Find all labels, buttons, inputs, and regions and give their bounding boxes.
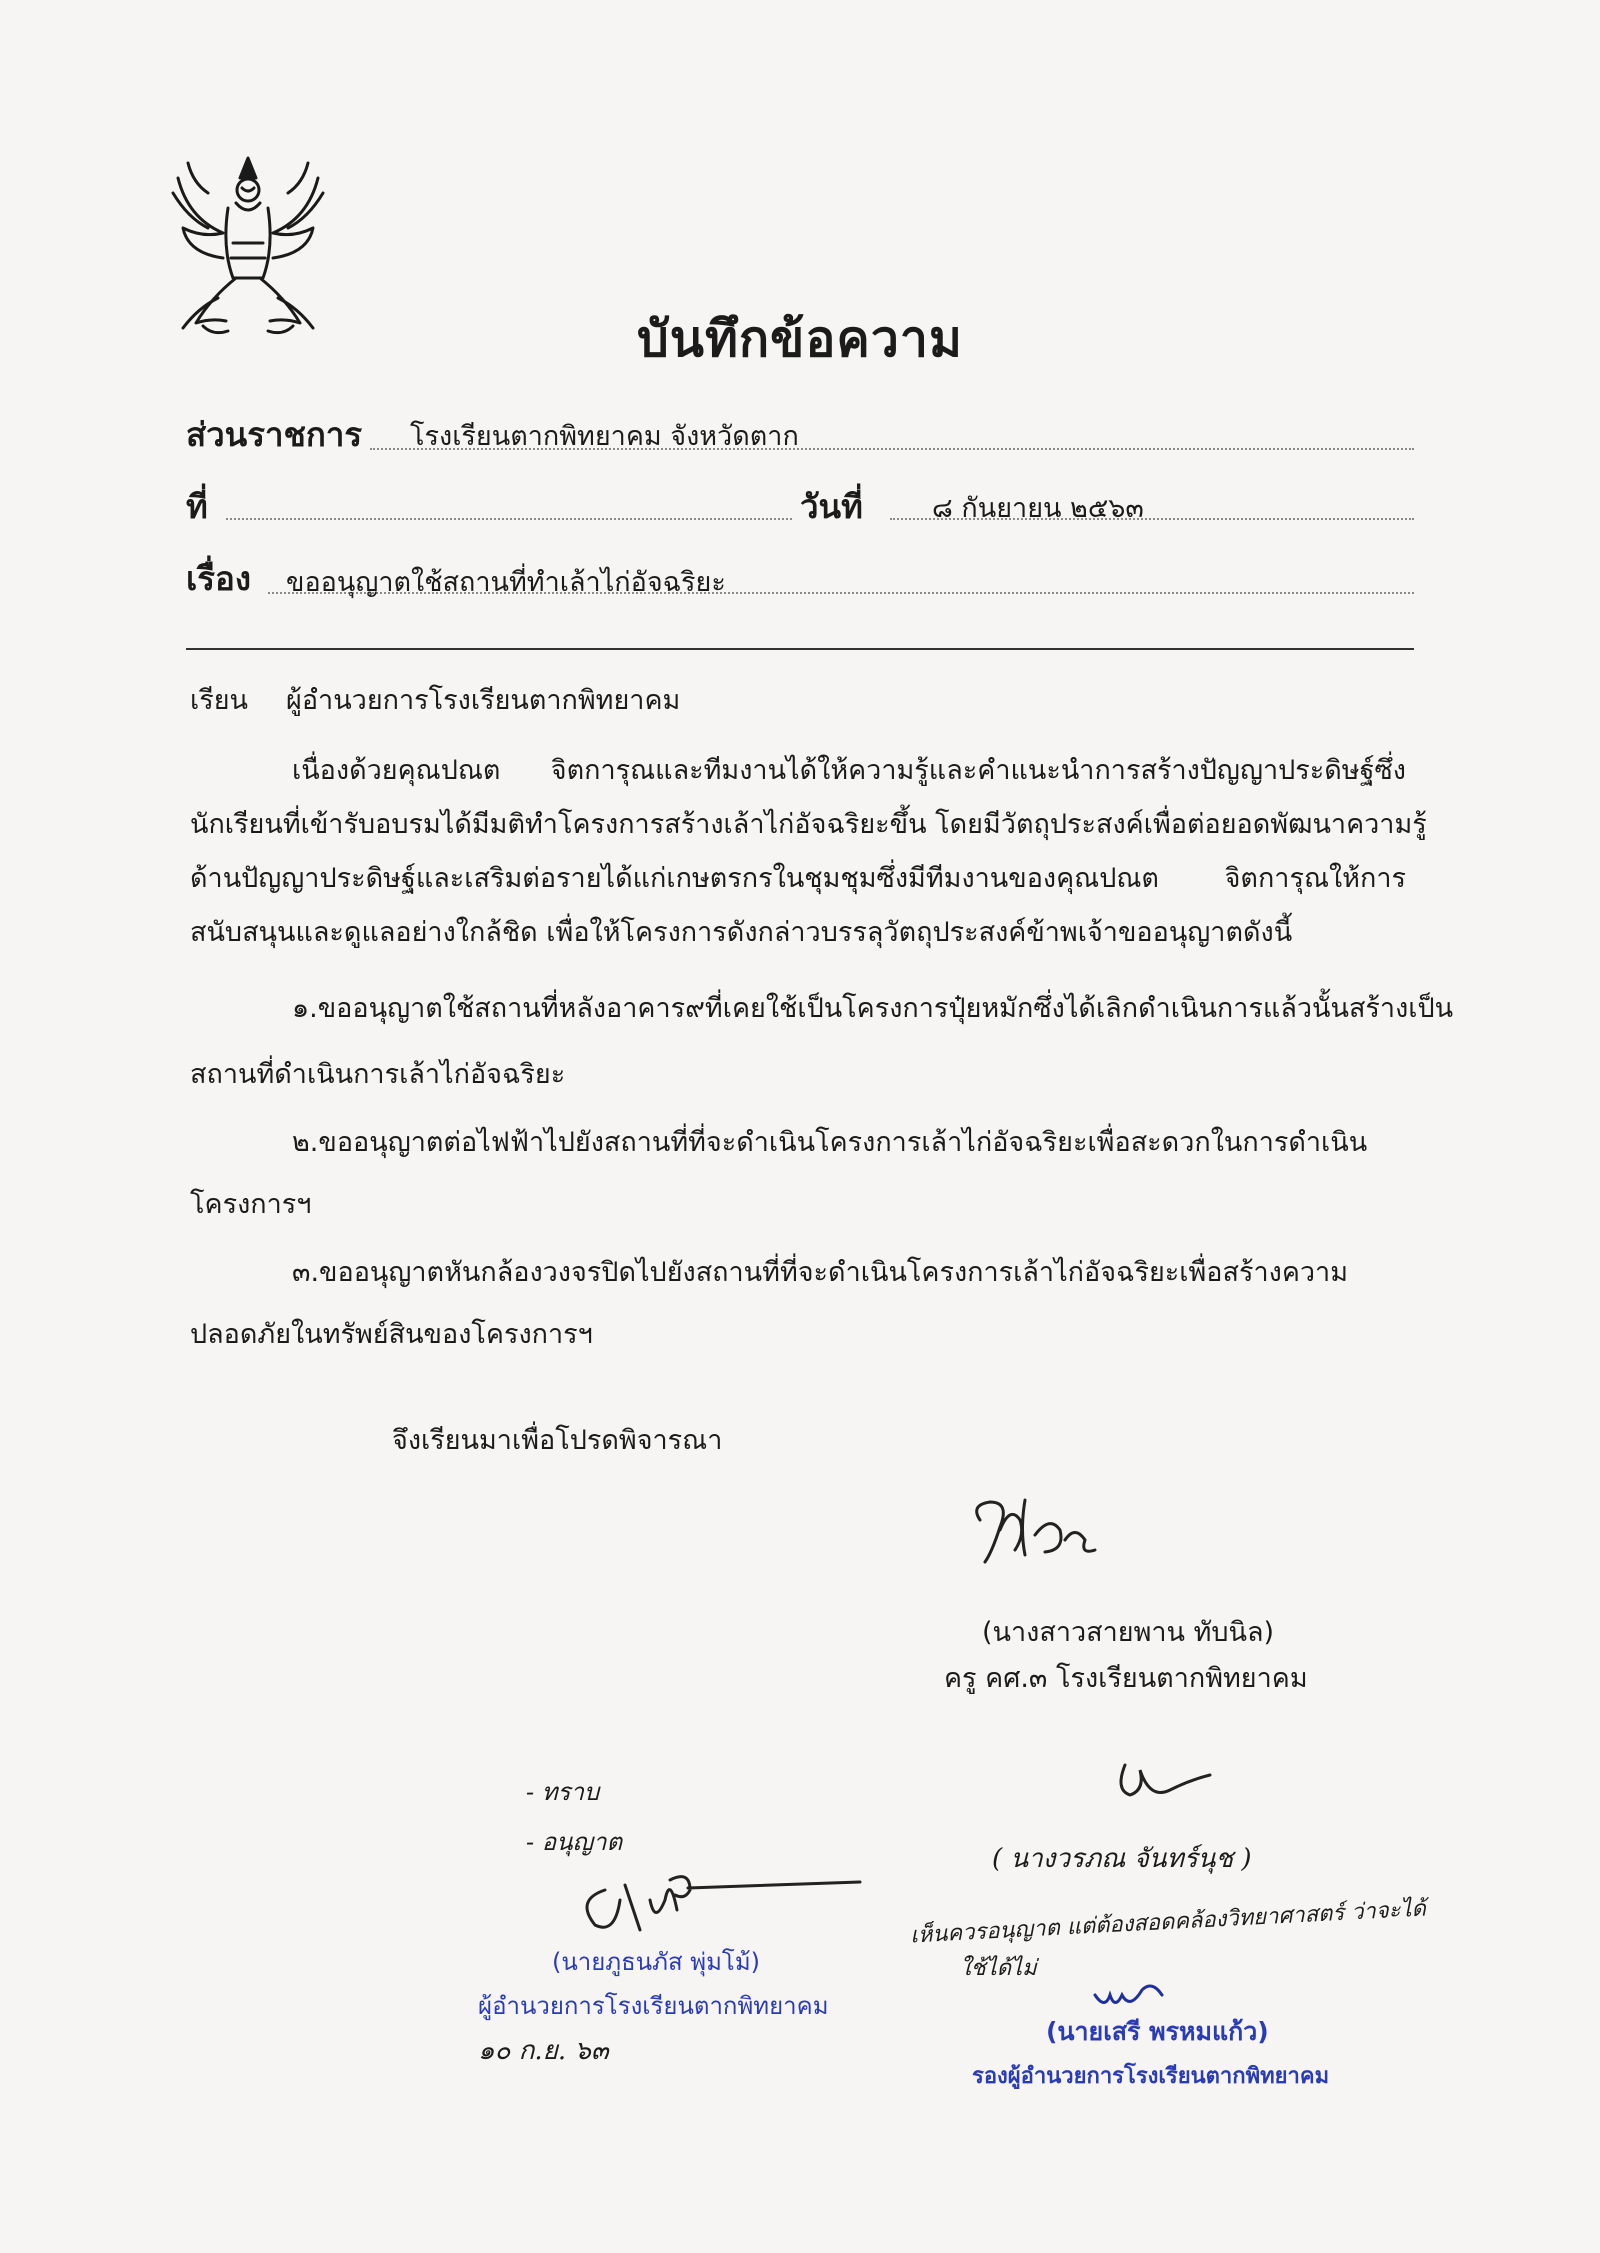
header-rule: [186, 648, 1414, 650]
director-date: ๑๐ ก.ย. ๖๓: [478, 2036, 609, 2066]
document-title: บันทึกข้อความ: [637, 310, 963, 368]
item1-line-2: สถานที่ดำเนินการเล้าไก่อัจฉริยะ: [190, 1059, 566, 1090]
signer-position: ครู คศ.๓ โรงเรียนตากพิทยาคม: [944, 1663, 1308, 1694]
department-value: โรงเรียนตากพิทยาคม จังหวัดตาก: [410, 421, 799, 452]
item3-line-1: ๓.ขออนุญาตหันกล้องวงจรปิดไปยังสถานที่ที่จะดำเนินโครงการเล้าไก่อัจฉริยะเพื่อสร้างความ: [292, 1257, 1349, 1288]
p1-line-3: ด้านปัญญาประดิษฐ์และเสริมต่อรายได้แก่เกษตรกรในชุมชุมซึ่งมีทีมงานของคุณปณต จิตการุณให้การ: [190, 863, 1406, 894]
deputy2-name: (นายเสรี พรหมแก้ว): [1046, 2017, 1269, 2046]
deputy2-signature: [1090, 1975, 1170, 2015]
deputy2-position: รองผู้อำนวยการโรงเรียนตากพิทยาคม: [972, 2064, 1330, 2089]
ref-label: ที่: [186, 487, 208, 526]
date-label: วันที่: [800, 487, 863, 526]
director-name: (นายภูธนภัส พุ่มโม้): [552, 1948, 760, 1976]
item1-line-1: ๑.ขออนุญาตใช้สถานที่หลังอาคาร๙ที่เคยใช้เป็นโครงการปุ๋ยหมักซึ่งได้เลิกดำเนินการแล้วนั้นสร้างเป็น: [292, 993, 1454, 1024]
subject-value: ขออนุญาตใช้สถานที่ทำเล้าไก่อัจฉริยะ: [286, 567, 726, 598]
item2-line-2: โครงการฯ: [190, 1189, 312, 1220]
deputy2-note-2: ใช้ได้ไม่: [960, 1956, 1037, 1981]
salutation-label: เรียน: [190, 685, 249, 716]
director-position: ผู้อำนวยการโรงเรียนตากพิทยาคม: [478, 1992, 829, 2020]
date-value: ๘ กันยายน ๒๕๖๓: [932, 493, 1144, 524]
director-note-2: - อนุญาต: [526, 1828, 623, 1856]
signer-signature: [960, 1490, 1160, 1570]
item3-line-2: ปลอดภัยในทรัพย์สินของโครงการฯ: [190, 1319, 593, 1350]
item2-line-1: ๒.ขออนุญาตต่อไฟฟ้าไปยังสถานที่ที่จะดำเนินโครงการเล้าไก่อัจฉริยะเพื่อสะดวกในการดำเนิน: [292, 1127, 1368, 1158]
closing-line: จึงเรียนมาเพื่อโปรดพิจารณา: [392, 1425, 723, 1456]
director-note-1: - ทราบ: [526, 1778, 600, 1806]
deputy2-note-1: เห็นควรอนุญาต แต่ต้องสอดคล้องวิทยาศาสตร์ ว่าจะได้: [909, 1896, 1427, 1949]
deputy1-signature: [1105, 1750, 1225, 1810]
p1-line-4: สนับสนุนและดูแลอย่างใกล้ชิด เพื่อให้โครงการดังกล่าวบรรลุวัตถุประสงค์ข้าพเจ้าขออนุญาตดังนี้: [190, 917, 1293, 948]
deputy1-name: ( นางวรภณ จันทร์นุช ): [992, 1844, 1252, 1874]
p1-line-2: นักเรียนที่เข้ารับอบรมได้มีมติทำโครงการสร้างเล้าไก่อัจฉริยะขึ้น โดยมีวัตถุประสงค์เพื่อต่อยอดพัฒนาความรู้: [190, 809, 1427, 840]
department-label: ส่วนราชการ: [186, 415, 363, 454]
salutation-value: ผู้อำนวยการโรงเรียนตากพิทยาคม: [286, 685, 681, 716]
director-signature: [570, 1870, 870, 1940]
signer-name: (นางสาวสายพาน ทับนิล): [982, 1617, 1275, 1648]
p1-line-1: เนื่องด้วยคุณปณต จิตการุณและทีมงานได้ให้ความรู้และคำแนะนำการสร้างปัญญาประดิษฐ์ซึ่ง: [292, 755, 1406, 786]
subject-label: เรื่อง: [186, 559, 251, 598]
ref-dotline: [226, 518, 792, 520]
